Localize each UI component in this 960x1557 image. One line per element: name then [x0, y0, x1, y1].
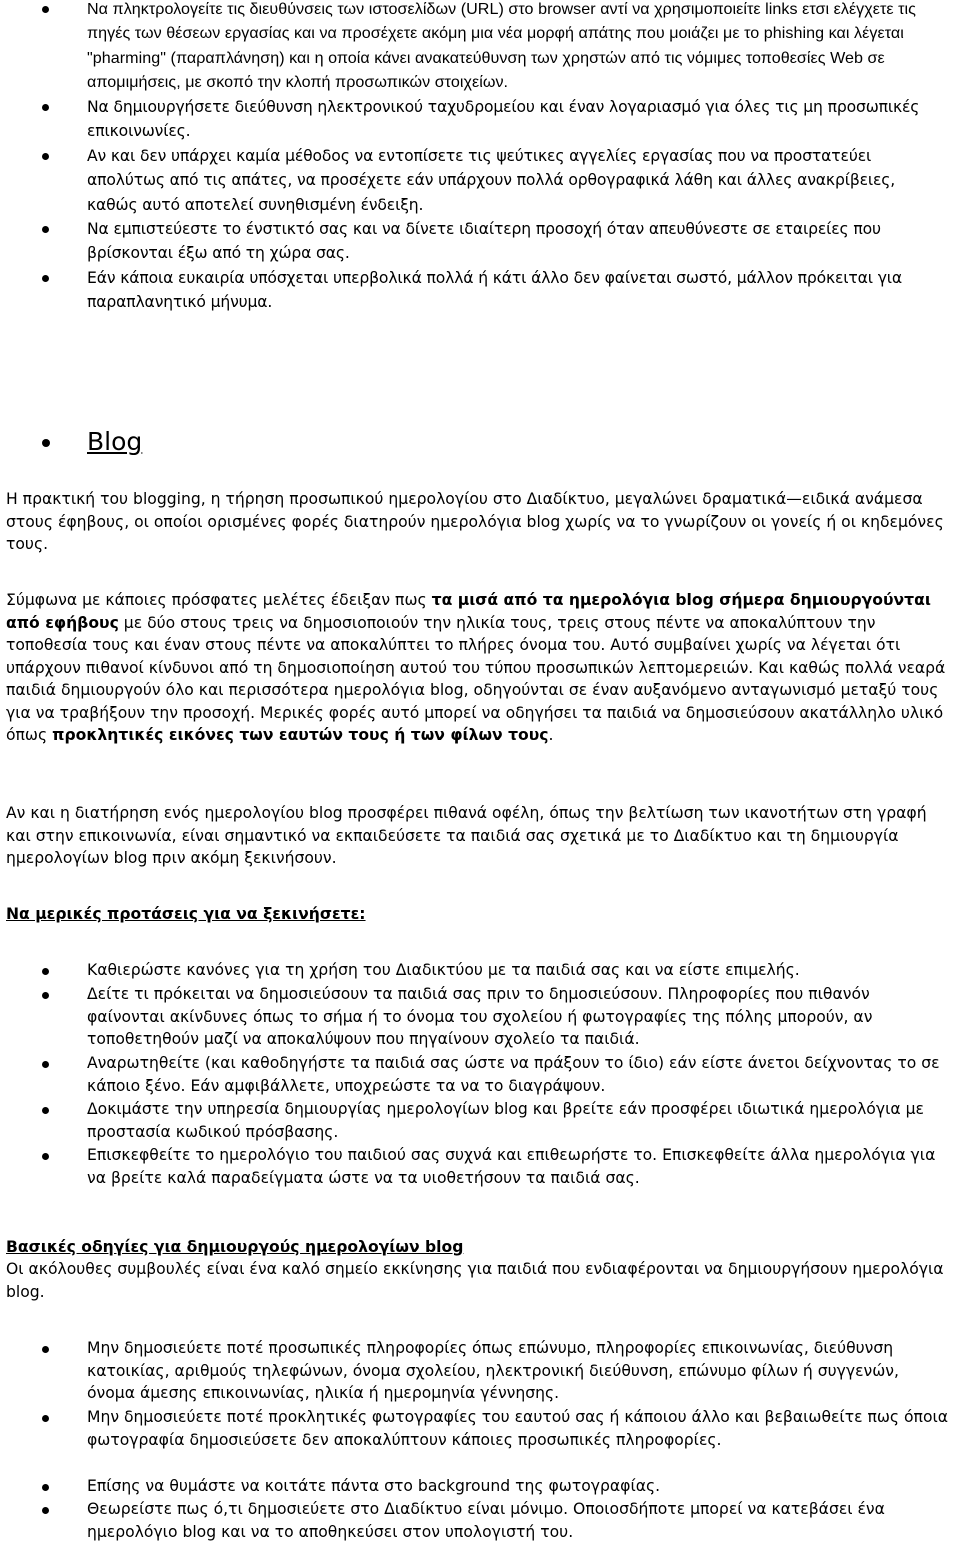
list-item: Επισκεφθείτε το ημερολόγιο του παιδιού σας συχνά και επιθεωρήστε το. Επισκεφθείτε άλλα ημερολόγια για να βρείτε καλά παραδείγματα ώστε να τα υιοθετήσουν τα παιδιά σας. [0, 1144, 960, 1190]
suggestions-list [0, 959, 960, 1190]
list-item: Μην δημοσιεύετε ποτέ προκλητικές φωτογραφίες του εαυτού σας ή κάποιου άλλο και βεβαιωθείτε πως όποια φωτογραφία δημοσιεύσετε δεν αποκαλύπτουν κάποιες προσωπικές πληροφορίες. [0, 1406, 960, 1475]
guide-heading: Βασικές οδηγίες για δημιουργούς ημερολογίων blog [6, 1238, 464, 1256]
list-item: Αναρωτηθείτε (και καθοδηγήστε τα παιδιά σας ώστε να πράξουν το ίδιο) εάν είστε άνετοι δείχνοντας το σε κάποιο ξένο. Εάν αμφιβάλλετε, υποχρεώστε τα να το διαγράψουν. [0, 1052, 960, 1098]
list-item: Δοκιμάστε την υπηρεσία δημιουργίας ημερολογίων blog και βρείτε εάν προσφέρει ιδιωτικά ημερολόγια με προστασία κωδικού πρόσβασης. [0, 1098, 960, 1144]
list-item: Μην δημοσιεύετε ποτέ προσωπικές πληροφορίες όπως επώνυμο, πληροφορίες επικοινωνίας, διεύθυνση κατοικίας, αριθμούς τηλεφώνων, όνομα σχολείου, ηλεκτρονική διεύθυνση, επώνυμο φίλων ή συγγενών, όνομα άμεσης επικοινωνίας, ηλικία ή ημερομηνία γέννησης. [0, 1337, 960, 1406]
blog-link[interactable]: Blog [87, 427, 143, 456]
list-item: Επίσης να θυμάστε να κοιτάτε πάντα στο background της φωτογραφίας. [0, 1475, 960, 1498]
list-item: Να εμπιστεύεστε το ένστικτό σας και να δίνετε ιδιαίτερη προσοχή όταν απευθύνεστε σε εταιρείες που βρίσκονται έξω από τη χώρα σας. [0, 217, 960, 266]
list-item: Θεωρείστε πως ό,τι δημοσιεύετε στο Διαδίκτυο είναι μόνιμο. Οποιοσδήποτε μπορεί να κατεβάσει ένα ημερολόγιο blog και να το αποθηκεύσει στον υπολογιστή του. [0, 1498, 960, 1544]
guide-intro: Οι ακόλουθες συμβουλές είναι ένα καλό σημείο εκκίνησης για παιδιά που ενδιαφέρονται να δημιουργήσουν ημερολόγια blog. [6, 1260, 944, 1301]
guidelines-list [0, 1337, 960, 1544]
intro-paragraph: Η πρακτική του blogging, η τήρηση προσωπικού ημερολογίου στο Διαδίκτυο, μεγαλώνει δραματικά—ειδικά ανάμεσα στους έφηβους, οι οποίοι ορισμένες φορές διατηρούν ημερολόγια blog χωρίς να το γνωρίζουν οι γονείς ή οι κηδεμόνες τους. [6, 490, 944, 553]
suggestions-heading: Να μερικές προτάσεις για να ξεκινήσετε: [6, 905, 366, 923]
bullet-icon [42, 439, 50, 447]
benefits-paragraph: Αν και η διατήρηση ενός ημερολογίου blog προσφέρει πιθανά οφέλη, όπως την βελτίωση των ικανοτήτων στη γραφή και στην επικοινωνία, είναι σημαντικό να εκπαιδεύσετε τα παιδιά σας σχετικά με το Διαδίκτυο και τη δημιουργία ημερολογίων blog πριν ακόμη ξεκινήσουν. [6, 804, 927, 867]
list-item: Καθιερώστε κανόνες για τη χρήση του Διαδικτύου με τα παιδιά σας και να είστε επιμελής. [0, 959, 960, 983]
study-paragraph: Σύμφωνα με κάποιες πρόσφατες μελέτες έδειξαν πως τα μισά από τα ημερολόγια blog σήμερα δημιουργούνται από εφήβους με δύο στους τρεις να δημοσιοποιούν την ηλικία τους, τρεις στους πέντε να αποκαλύπτουν την τοποθεσία τους και έναν στους πέντε να αποκαλύπτει το πλήρες όνομα του. Αυτό συμβαίνει χωρίς να λέγεται ότι υπάρχουν πιθανοί κίνδυνοι από τη δημοσιοποίηση αυτού του τύπου προσωπικών λεπτομερειών. Και καθώς πολλά νεαρά παιδιά δημιουργούν όλο και περισσότερα ημερολόγια blog, οδηγούνται σε έναν αυξανόμενο ανταγωνισμό μεταξύ τους για να τραβήξουν την προσοχή. Μερικές φορές αυτό μπορεί να οδηγήσει τα παιδιά να δημοσιεύσουν ακατάλληλο υλικό όπως προκλητικές εικόνες των εαυτών τους ή των φίλων τους. [6, 591, 946, 744]
list-item: Εάν κάποια ευκαιρία υπόσχεται υπερβολικά πολλά ή κάτι άλλο δεν φαίνεται σωστό, μάλλον πρόκειται για παραπλανητικό μήνυμα. [0, 266, 960, 315]
list-item: Δείτε τι πρόκειται να δημοσιεύσουν τα παιδιά σας πριν το δημοσιεύσουν. Πληροφορίες που πιθανόν φαίνονται ακίνδυνες όπως το σήμα ή το όνομα του σχολείου ή φωτογραφίες της πόλης μπορούν, αν τοποθετηθούν μαζί να αποκαλύψουν που πηγαίνουν σχολείο τα παιδιά. [0, 983, 960, 1052]
list-item: Να πληκτρολογείτε τις διευθύνσεις των ιστοσελίδων (URL) στο browser αντί να χρησιμοποιείτε links ετσι ελέγχετε τις πηγές των θέσεων εργασίας και να προσέχετε ακόμη μια νέα μορφή απάτης που μοιάζει με το phishing και λέγεται "pharming" (παραπλάνηση) και η οποία κάνει ανακατεύθυνση των χρηστών από τις νόμιμες τοποθεσίες Web σε απομιμήσεις, με σκοπό την κλοπή προσωπικών στοιχείων. [0, 0, 960, 95]
list-item: Να δημιουργήσετε διεύθυνση ηλεκτρονικού ταχυδρομείου και έναν λογαριασμό για όλες τις μη προσωπικές επικοινωνίες. [0, 95, 960, 144]
warnings-list [0, 0, 960, 315]
list-item: Αν και δεν υπάρχει καμία μέθοδος να εντοπίσετε τις ψεύτικες αγγελίες εργασίας που να προστατεύει απολύτως από τις απάτες, να προσέχετε εάν υπάρχουν πολλά ορθογραφικά λάθη και άλλες ανακρίβειες, καθώς αυτό αποτελεί συνηθισμένη ένδειξη. [0, 144, 960, 217]
